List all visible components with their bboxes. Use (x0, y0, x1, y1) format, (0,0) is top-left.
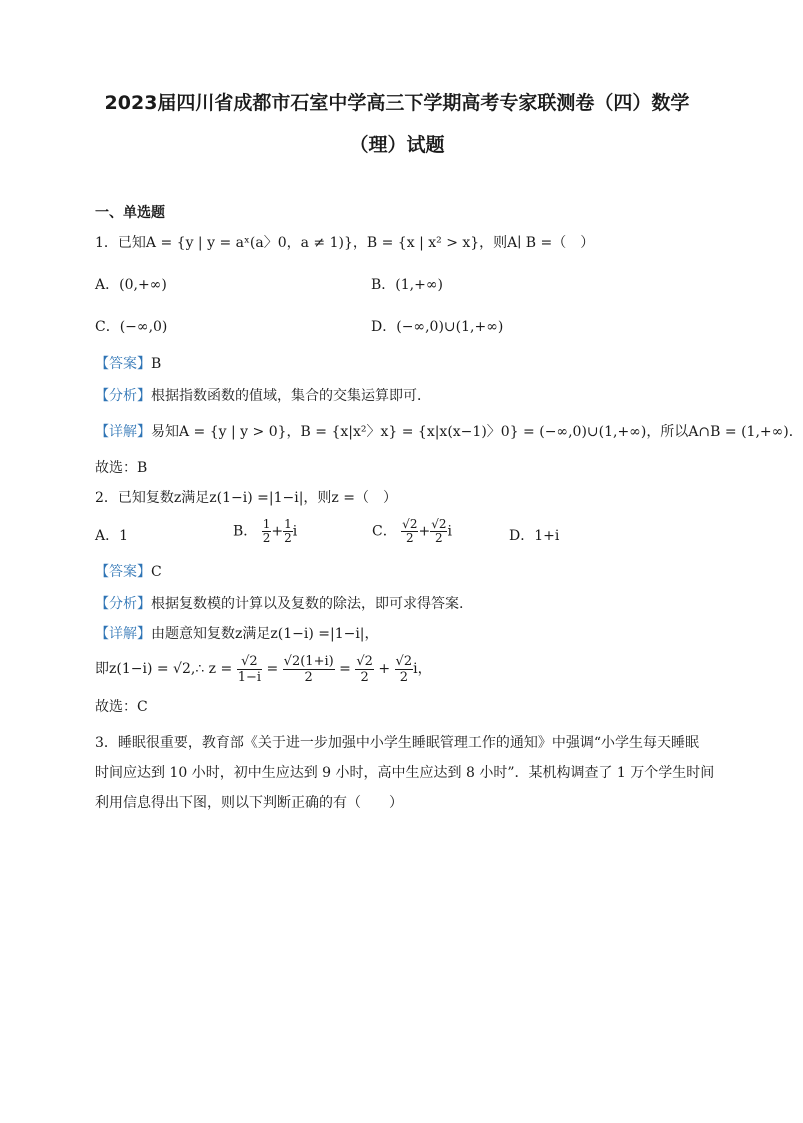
q1-detail-a: 易知 (151, 424, 179, 440)
document-title-line1: 2023届四川省成都市石室中学高三下学期高考专家联测卷（四）数学 (104, 92, 690, 114)
q2-detail-text: 由题意知复数z满足z(1−i) =|1−i|， (151, 626, 379, 642)
q2-answer-tag: 【答案】 (95, 564, 151, 580)
q2-option-d-text: 1+i (534, 528, 560, 544)
q2-option-c-frac2-num: √2 (431, 517, 447, 531)
q1-set-a: A = {y | y = aˣ(a〉0，a ≠ 1)} (145, 235, 353, 251)
q2-eq-frac1 (237, 654, 262, 685)
q1-option-d-label: D． (371, 319, 397, 335)
q2-analysis (95, 594, 463, 614)
q2-analysis-text: 根据复数模的计算以及复数的除法，即可求得答案. (151, 596, 464, 612)
q1-analysis-text: 根据指数函数的值域，集合的交集运算即可． (151, 388, 431, 404)
q2-eq-frac2-den: 2 (304, 669, 313, 685)
q2-detail-tag: 【详解】 (95, 626, 151, 642)
q2-eq-frac1-num: √2 (237, 654, 262, 670)
q1-answer-value: B (151, 356, 162, 372)
q3-stem-line3: 利用信息得出下图，则以下判断正确的有（ ） (95, 795, 403, 811)
q2-eq-frac2-num: √2(1+i) (283, 653, 334, 669)
document-title-line2: （理）试题 (349, 134, 445, 156)
q1-detail-c: ，所以 (646, 424, 689, 440)
q2-answer-value: C (151, 564, 162, 580)
q3-stem-line1: 3．睡眠很重要，教育部《关于进一步加强中小学生睡眠管理工作的通知》中强调“小学生每天睡眠 (95, 735, 700, 751)
q2-option-a-text: 1 (119, 528, 129, 544)
q2-option-c-frac1-num: √2 (402, 517, 418, 531)
q1-analysis (95, 386, 431, 406)
q1-detail-set-b: B = {x|x²〉x} = {x|x(x−1)〉0} = (−∞,0)∪(1,+∞) (300, 424, 647, 440)
q2-option-c[interactable] (372, 518, 452, 545)
q2-option-b-frac2 (283, 518, 293, 545)
q2-option-b-i: i (292, 523, 298, 540)
q2-eq-suffix: i， (413, 661, 432, 677)
q2-option-c-i: i (447, 523, 452, 540)
q2-eq-frac4-den: 2 (399, 669, 408, 685)
q2-option-a[interactable] (95, 526, 128, 546)
q1-detail-set-a: A = {y | y > 0} (179, 424, 287, 440)
q1-stem-a: 1．已知 (95, 235, 146, 251)
q1-option-b[interactable] (371, 275, 443, 295)
q1-analysis-tag: 【分析】 (95, 388, 151, 404)
q2-stem: 2．已知复数z满足z(1−i) =|1−i|，则z =（ ） (95, 490, 397, 506)
q1-option-b-text: (1,+∞) (395, 277, 443, 293)
q2-option-d-label: D． (509, 528, 535, 544)
q2-eq-frac3-num: √2 (356, 653, 373, 669)
q2-eq-frac2 (283, 654, 335, 685)
q1-set-b: B = {x | x² > x} (366, 235, 480, 251)
q1-option-d-text: (−∞,0)∪(1,+∞) (396, 319, 504, 335)
q2-option-b-label: B． (233, 523, 258, 540)
q2-eq-equals2: = (339, 661, 351, 677)
q2-detail (95, 624, 379, 644)
q1-option-c-text: (−∞,0) (119, 319, 168, 335)
q1-detail-end: ． (788, 424, 803, 440)
q1-option-b-label: B． (371, 277, 396, 293)
q2-eq-frac3 (355, 654, 374, 685)
q2-eq-frac1-den: 1−i (237, 669, 262, 685)
q1-answer (95, 354, 161, 374)
q1-option-c[interactable] (95, 317, 167, 337)
q2-option-c-plus: + (418, 523, 431, 540)
q2-option-b-frac1 (262, 518, 272, 545)
q1-detail-result: A∩B = (1,+∞) (688, 424, 789, 440)
q2-option-a-label: A． (95, 528, 120, 544)
q2-eq-equals1: = (266, 661, 279, 677)
q2-option-b-plus: + (271, 523, 284, 540)
q2-option-b-frac2-den: 2 (284, 531, 292, 545)
q2-option-d[interactable] (509, 526, 559, 546)
q2-option-b-frac1-den: 2 (262, 531, 271, 545)
q1-stem (95, 233, 594, 253)
q2-eq-plus: + (378, 661, 391, 677)
q2-eq-prefix: 即z(1−i) = √2,∴ z = (95, 661, 233, 677)
q1-option-a[interactable] (95, 275, 167, 295)
q1-option-d[interactable] (371, 317, 503, 337)
q1-sep: ， (352, 235, 367, 251)
q1-option-a-label: A． (95, 277, 120, 293)
q1-option-c-label: C． (95, 319, 120, 335)
q2-option-b-frac2-num: 1 (284, 517, 292, 531)
q1-detail-tag: 【详解】 (95, 424, 151, 440)
q1-detail (95, 422, 803, 442)
q1-answer-tag: 【答案】 (95, 356, 151, 372)
q2-option-c-frac1-den: 2 (405, 531, 414, 545)
q2-eq-frac4-num: √2 (395, 653, 413, 669)
q1-stem-b: ，则A∣ B =（ ） (479, 235, 595, 251)
q1-option-a-text: (0,+∞) (119, 277, 167, 293)
q2-analysis-tag: 【分析】 (95, 596, 151, 612)
q2-option-b-frac1-num: 1 (262, 517, 271, 531)
q2-eq-frac3-den: 2 (360, 669, 369, 685)
q3-stem-line2: 时间应达到 10 小时，初中生应达到 9 小时，高中生应达到 8 小时”．某机构调查了 1 万个学生时间 (95, 765, 715, 781)
q2-equation (95, 652, 432, 686)
q1-choice: 故选：B (95, 460, 148, 476)
q2-option-c-frac1 (401, 518, 418, 545)
q2-option-b[interactable] (233, 518, 297, 545)
q2-option-c-frac2-den: 2 (435, 531, 443, 545)
section-heading: 一、单选题 (95, 205, 165, 221)
q2-option-c-frac2 (430, 518, 447, 545)
q2-choice: 故选：C (95, 699, 148, 715)
q1-detail-b: ， (286, 424, 301, 440)
q2-answer (95, 562, 162, 582)
q2-option-c-label: C． (372, 523, 397, 540)
q2-eq-frac4 (395, 654, 414, 685)
